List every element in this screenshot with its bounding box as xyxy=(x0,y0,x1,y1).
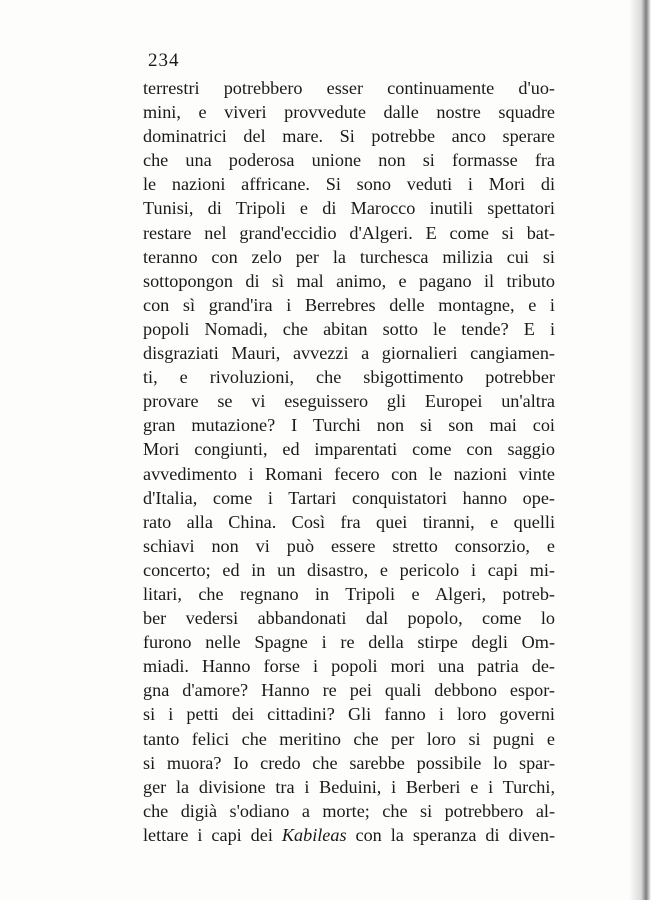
text-line: concerto; ed in un disastro, e pericolo i capi mi- xyxy=(143,559,555,580)
text-line: si i petti dei cittadini? Gli fanno i loro governi xyxy=(143,704,555,725)
text-line: rato alla China. Così fra quei tiranni, e quelli xyxy=(143,511,555,532)
text-line: schiavi non vi può essere stretto consorzio, e xyxy=(143,535,555,556)
text-line: gran mutazione? I Turchi non si son mai coi xyxy=(143,415,555,436)
text-line: Tunisi, di Tripoli e di Marocco inutili spettatori xyxy=(143,198,555,219)
text-line-last xyxy=(143,823,555,847)
text-line: che una poderosa unione non si formasse fra xyxy=(143,150,555,171)
page-edge-shadow xyxy=(629,0,651,900)
text-line: provare se vi eseguissero gli Europei un'altra xyxy=(143,391,555,412)
text-line: d'Italia, come i Tartari conquistatori hanno ope- xyxy=(143,487,555,508)
text-line: ger la divisione tra i Beduini, i Berberi e i Turchi, xyxy=(143,776,555,797)
last-line-end: con la speranza di diven- xyxy=(346,824,555,845)
text-line: gna d'amore? Hanno re pei quali debbono espor- xyxy=(143,680,555,701)
text-line: litari, che regnano in Tripoli e Algeri, potreb- xyxy=(143,583,555,604)
text-line: tanto felici che meritino che per loro si pugni e xyxy=(143,728,555,749)
text-line: sottopongon di sì mal animo, e pagano il tributo xyxy=(143,270,555,291)
text-line: teranno con zelo per la turchesca milizia cui si xyxy=(143,246,555,267)
body-text xyxy=(143,76,555,847)
text-line: furono nelle Spagne i re della stirpe degli Om- xyxy=(143,632,555,653)
text-line: Mori congiunti, ed imparentati come con saggio xyxy=(143,439,555,460)
italic-word: Kabileas xyxy=(281,824,347,845)
text-line: ber vedersi abbandonati dal popolo, come lo xyxy=(143,608,555,629)
text-line: mini, e viveri provvedute dalle nostre squadre xyxy=(143,102,555,123)
last-line-start: lettare i capi dei xyxy=(143,824,282,845)
text-line: con sì grand'ira i Berrebres delle montagne, e i xyxy=(143,294,555,315)
text-line: miadi. Hanno forse i popoli mori una patria de- xyxy=(143,656,555,677)
page-number: 234 xyxy=(148,50,180,71)
text-line: disgraziati Mauri, avvezzi a giornalieri cangiamen- xyxy=(143,343,555,364)
text-line: terrestri potrebbero esser continuamente d'uo- xyxy=(143,78,555,98)
text-line: ti, e rivoluzioni, che sbigottimento potrebber xyxy=(143,367,555,388)
text-line: avvedimento i Romani fecero con le nazioni vinte xyxy=(143,463,555,484)
text-line: si muora? Io credo che sarebbe possibile lo spar- xyxy=(143,752,555,773)
text-line: dominatrici del mare. Si potrebbe anco sperare xyxy=(143,126,555,147)
text-line: le nazioni affricane. Si sono veduti i Mori di xyxy=(143,174,555,195)
text-line: che digià s'odiano a morte; che si potrebbero al- xyxy=(143,800,555,821)
text-line: popoli Nomadi, che abitan sotto le tende? E i xyxy=(143,318,555,339)
text-line: restare nel grand'eccidio d'Algeri. E come si bat- xyxy=(143,222,555,243)
